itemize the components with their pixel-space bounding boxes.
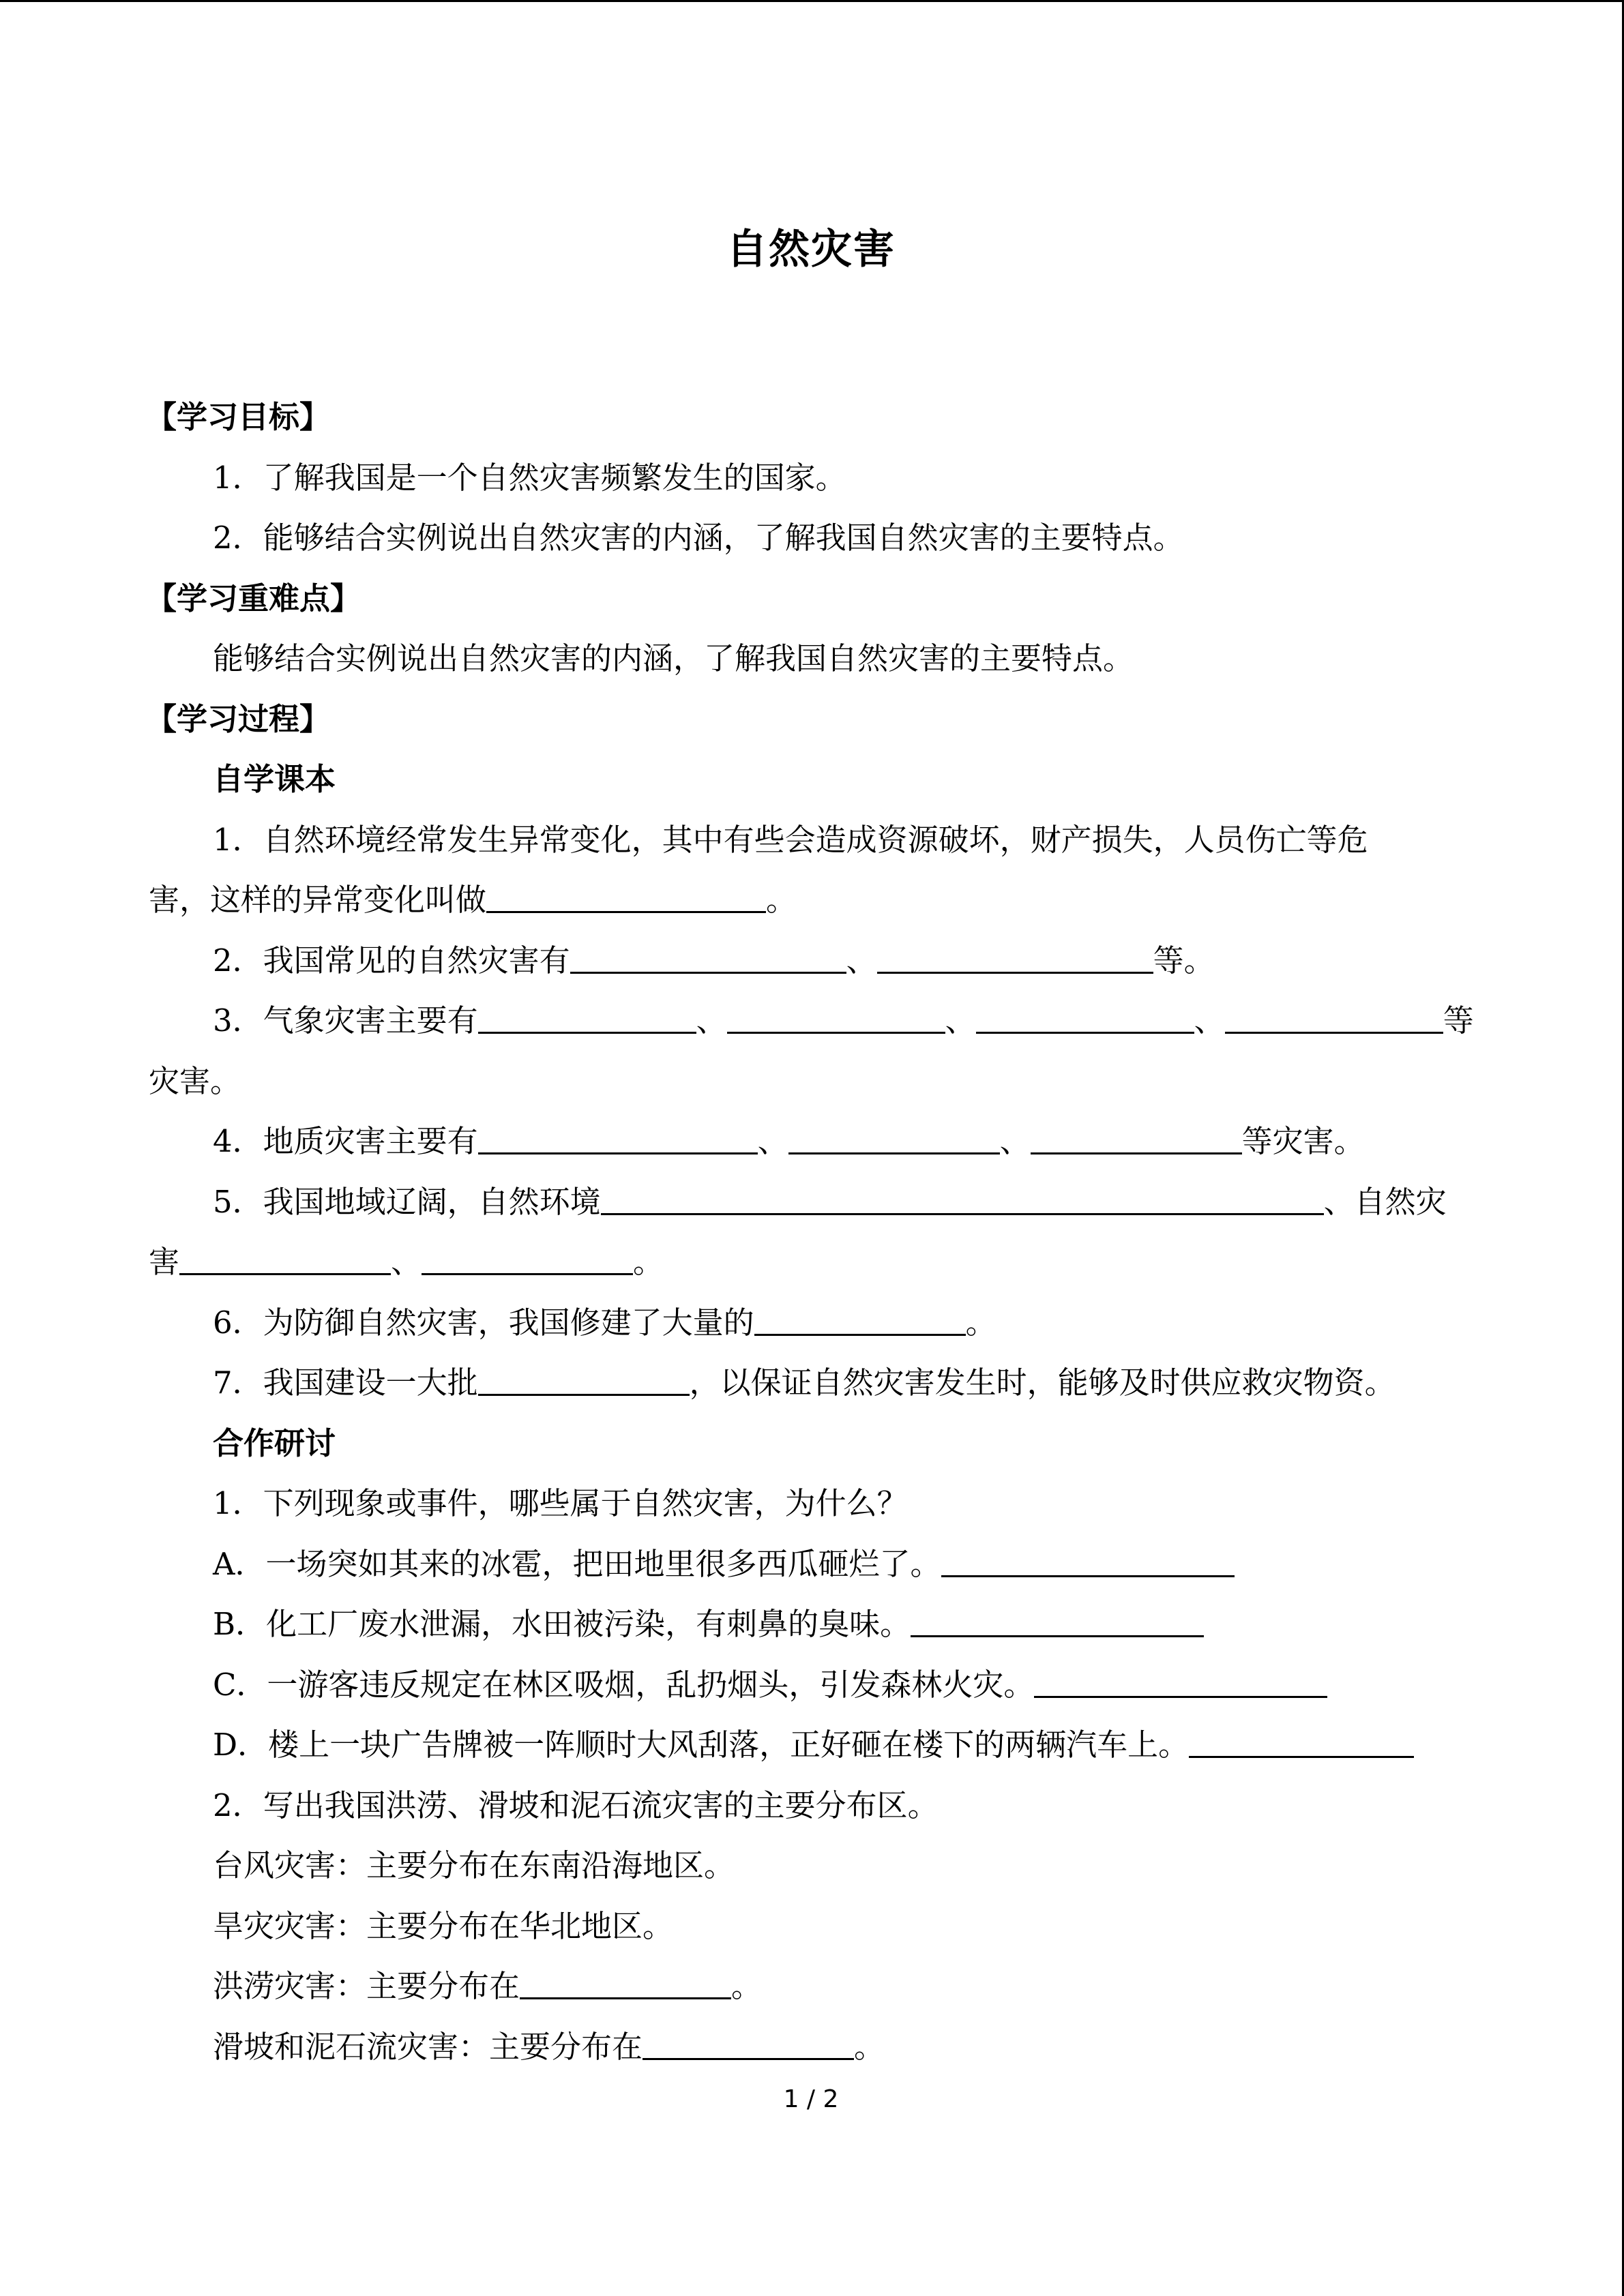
- answer-blank-q4-a[interactable]: [478, 1121, 758, 1154]
- answer-blank-q2-a[interactable]: [570, 940, 846, 974]
- comma-mark: 、: [846, 942, 877, 979]
- q5-cont: 害: [149, 1244, 180, 1280]
- answer-blank-q7[interactable]: [478, 1362, 690, 1396]
- period-mark: 。: [854, 2028, 885, 2065]
- q1-text: 害，这样的异常变化叫做: [149, 882, 487, 918]
- worksheet-content: [146, 387, 1479, 2077]
- comma-mark: 、: [696, 1002, 727, 1039]
- self-study-q1-line2: [149, 870, 1479, 931]
- cooperation-q2: 2．写出我国洪涝、滑坡和泥石流灾害的主要分布区。: [213, 1787, 939, 1823]
- answer-blank-option-a[interactable]: [941, 1544, 1235, 1577]
- answer-blank-option-d[interactable]: [1189, 1725, 1414, 1758]
- landslide-line: [149, 2017, 1479, 2078]
- option-a-text: A．一场突如其来的冰雹，把田地里很多西瓜砸烂了。: [213, 1545, 941, 1582]
- page-title: 自然灾害: [726, 226, 896, 273]
- comma-mark: 、: [391, 1244, 422, 1280]
- answer-blank-q3-c[interactable]: [976, 1000, 1194, 1034]
- goal-item-2: 2．能够结合实例说出自然灾害的内涵，了解我国自然灾害的主要特点。: [213, 520, 1184, 556]
- section-header-key: 【学习重难点】: [146, 580, 361, 616]
- answer-blank-q4-b[interactable]: [788, 1121, 1000, 1154]
- comma-mark: 、: [945, 1002, 976, 1039]
- subheader-self-study: 自学课本: [213, 761, 336, 797]
- flood-text: 洪涝灾害：主要分布在: [213, 1968, 520, 2004]
- period-mark: 。: [633, 1244, 664, 1280]
- answer-blank-landslide[interactable]: [643, 2027, 854, 2060]
- q4-text: 4．地质灾害主要有: [213, 1123, 478, 1159]
- period-mark: 。: [731, 1968, 763, 2004]
- option-c: [149, 1655, 1479, 1716]
- comma-mark: 、: [1194, 1002, 1225, 1039]
- flood-line: [149, 1956, 1479, 2017]
- self-study-q4: [149, 1112, 1479, 1172]
- answer-blank-option-b[interactable]: [911, 1604, 1204, 1637]
- self-study-q6: [149, 1293, 1479, 1354]
- answer-blank-q5-c[interactable]: [422, 1242, 633, 1275]
- answer-blank-q2-b[interactable]: [877, 940, 1153, 974]
- q7-end: ，以保证自然灾害发生时，能够及时供应救灾物资。: [689, 1365, 1396, 1401]
- cooperation-q1: 1．下列现象或事件，哪些属于自然灾害，为什么？: [213, 1485, 908, 1521]
- subheader-cooperation: 合作研讨: [213, 1425, 336, 1461]
- key-text: 能够结合实例说出自然灾害的内涵，了解我国自然灾害的主要特点。: [213, 640, 1134, 676]
- section-header-goals: 【学习目标】: [146, 399, 331, 435]
- answer-blank-q4-c[interactable]: [1031, 1121, 1242, 1154]
- comma-mark: 、: [999, 1123, 1031, 1159]
- page-number: 1 / 2: [783, 2085, 839, 2113]
- option-d-text: D．楼上一块广告牌被一阵顺时大风刮落，正好砸在楼下的两辆汽车上。: [213, 1727, 1190, 1763]
- self-study-q3: [149, 991, 1479, 1052]
- q5-text: 5．我国地域辽阔，自然环境: [213, 1183, 601, 1220]
- typhoon-line: 台风灾害：主要分布在东南沿海地区。: [213, 1847, 735, 1883]
- option-b: [149, 1594, 1479, 1655]
- option-b-text: B．化工厂废水泄漏，水田被污染，有刺鼻的臭味。: [213, 1606, 911, 1642]
- answer-blank-q1[interactable]: [486, 880, 766, 913]
- q4-end: 等灾害。: [1241, 1123, 1365, 1159]
- q2-text: 2．我国常见的自然灾害有: [213, 942, 570, 979]
- period-mark: 。: [766, 882, 797, 918]
- answer-blank-flood[interactable]: [520, 1966, 731, 1999]
- q6-text: 6．为防御自然灾害，我国修建了大量的: [213, 1304, 754, 1341]
- self-study-q5: [149, 1172, 1479, 1233]
- q3-text: 3．气象灾害主要有: [213, 1002, 478, 1039]
- q3-end: 等: [1443, 1002, 1474, 1039]
- option-d: [149, 1715, 1479, 1776]
- answer-blank-option-c[interactable]: [1034, 1665, 1327, 1698]
- period-mark: 。: [965, 1304, 996, 1341]
- option-c-text: C．一游客违反规定在林区吸烟，乱扔烟头，引发森林火灾。: [213, 1666, 1035, 1703]
- q5-mid: 、自然灾: [1323, 1183, 1447, 1220]
- landslide-text: 滑坡和泥石流灾害：主要分布在: [213, 2028, 643, 2065]
- answer-blank-q6[interactable]: [754, 1302, 966, 1336]
- drought-line: 旱灾灾害：主要分布在华北地区。: [213, 1907, 674, 1944]
- answer-blank-q5-a[interactable]: [601, 1182, 1324, 1215]
- answer-blank-q5-b[interactable]: [179, 1242, 391, 1275]
- answer-blank-q3-a[interactable]: [478, 1000, 696, 1034]
- option-a: [149, 1534, 1479, 1595]
- section-header-process: 【学习过程】: [146, 700, 331, 737]
- comma-mark: 、: [757, 1123, 788, 1159]
- self-study-q2: [149, 931, 1479, 992]
- self-study-q5-cont: [149, 1232, 1479, 1293]
- answer-blank-q3-d[interactable]: [1225, 1000, 1443, 1034]
- answer-blank-q3-b[interactable]: [727, 1000, 945, 1034]
- self-study-q7: [149, 1353, 1479, 1414]
- self-study-q3-cont: 灾害。: [149, 1062, 241, 1099]
- q7-text: 7．我国建设一大批: [213, 1365, 478, 1401]
- goal-item-1: 1．了解我国是一个自然灾害频繁发生的国家。: [213, 459, 846, 496]
- self-study-q1-line1: 1．自然环境经常发生异常变化，其中有些会造成资源破坏，财产损失，人员伤亡等危: [213, 821, 1368, 858]
- q2-end: 等。: [1153, 942, 1215, 979]
